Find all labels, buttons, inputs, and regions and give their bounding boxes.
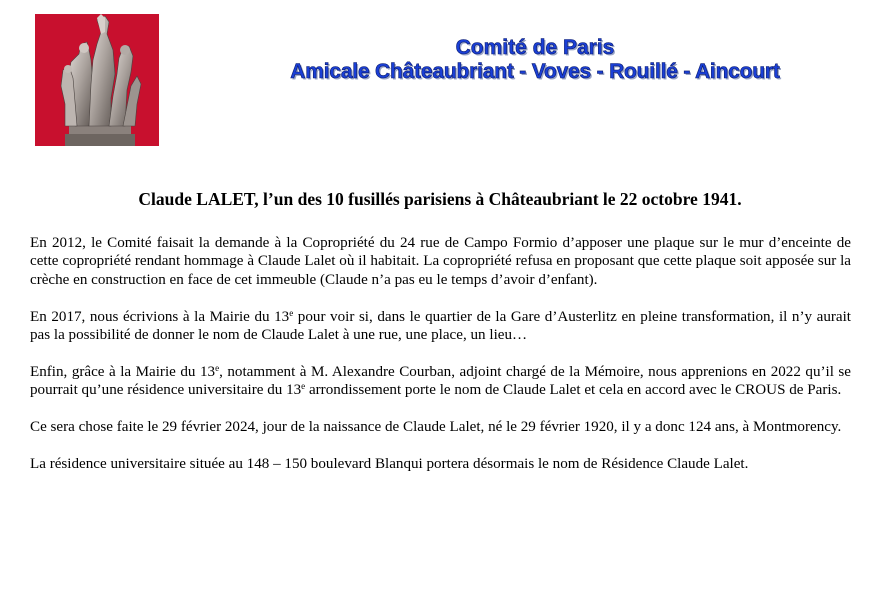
paragraph-3-text-b: , notamment à M. Alexandre Courban, adjoint chargé de la Mémoire, nous apprenions en 2022 qu’il se pourrait qu’une résidence universitaire du 13 xyxy=(30,363,851,399)
paragraph-2-text-a: En 2017, nous écrivions à la Mairie du 13 xyxy=(30,308,290,325)
committee-name: Comité de Paris xyxy=(455,36,615,59)
paragraph-4: Ce sera chose faite le 29 février 2024, jour de la naissance de Claude Lalet, né le 29 février 1920, il y a donc 124 ans, à Montmorency. xyxy=(30,419,842,436)
paragraph-2-text-b: pour voir si, dans le quartier de la Gare d’Austerlitz en pleine transformation, il n’y aurait pas la possibilité de donner le nom de Claude Lalet à une rue, une place, un lieu… xyxy=(30,308,851,344)
paragraph-5: La résidence universitaire située au 148 – 150 boulevard Blanqui portera désormais le nom de Résidence Claude Lalet. xyxy=(30,455,749,472)
monument-statue-icon xyxy=(35,14,159,146)
document-title: Claude LALET, l’un des 10 fusillés parisiens à Châteaubriant le 22 octobre 1941. xyxy=(138,189,742,209)
paragraph-3-text-a: Enfin, grâce à la Mairie du 13 xyxy=(30,363,216,380)
committee-header xyxy=(190,36,878,84)
paragraph-2 xyxy=(30,308,851,345)
association-name: Amicale Châteaubriant - Voves - Rouillé - Aincourt xyxy=(290,60,780,83)
paragraph-3-text-c: arrondissement porte le nom de Claude Lalet et cela en accord avec le CROUS de Paris. xyxy=(305,382,842,399)
document-body xyxy=(30,234,851,492)
ordinal-suffix: e xyxy=(215,362,220,373)
ordinal-suffix: e xyxy=(289,307,294,318)
committee-logo xyxy=(35,14,159,146)
paragraph-1: En 2012, le Comité faisait la demande à la Copropriété du 24 rue de Campo Formio d’apposer une plaque sur le mur d’enceinte de cette copropriété rendant hommage à Claude Lalet où il habitait. La copropriété refusa en proposant que cette plaque soit apposée sur la crèche en construction en face de cet immeuble (Claude n’a pas eu le temps d’avoir d’enfant). xyxy=(30,235,851,288)
ordinal-suffix: e xyxy=(301,381,306,392)
paragraph-3 xyxy=(30,363,851,400)
